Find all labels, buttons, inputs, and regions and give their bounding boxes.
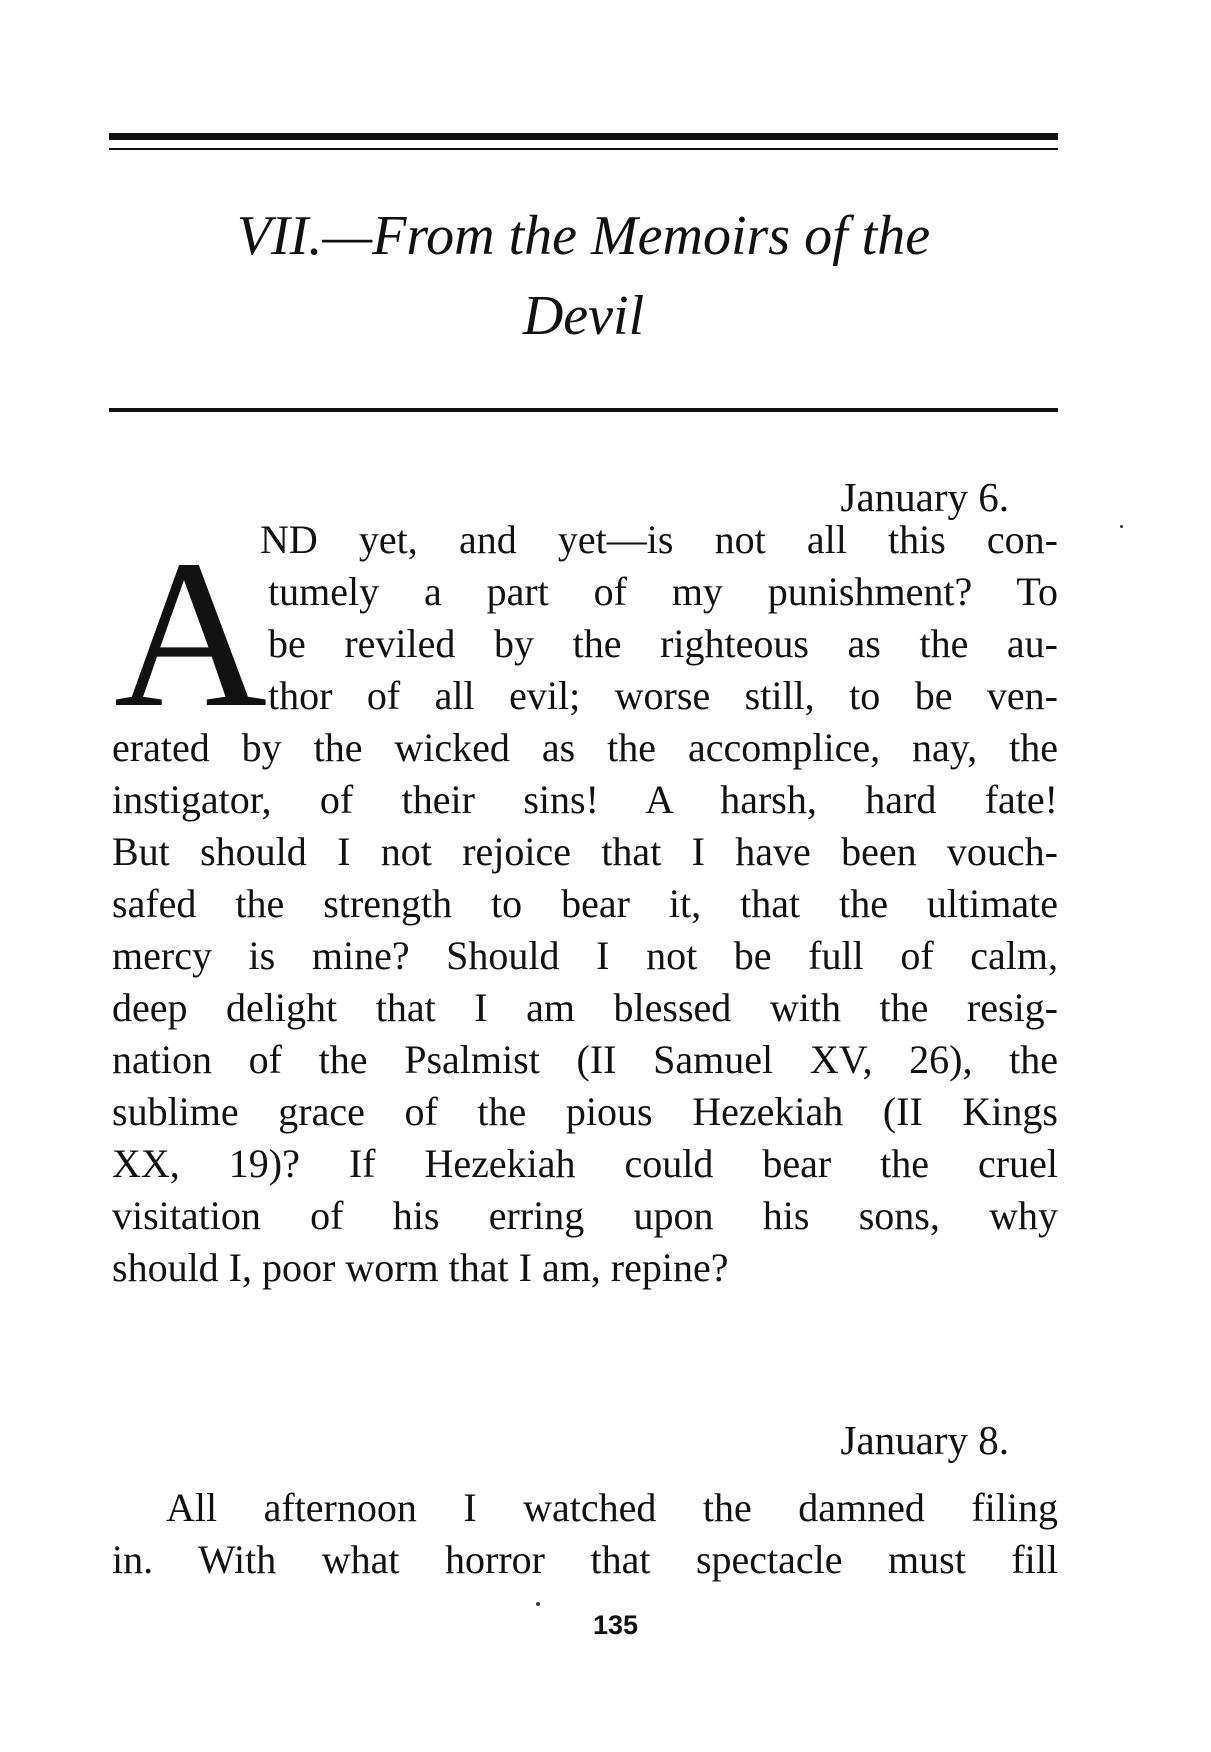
text-line: in. With what horror that spectacle must fill (112, 1537, 1058, 1582)
text-line: instigator, of their sins! A harsh, hard fate! (112, 777, 1058, 822)
text-line: safed the strength to bear it, that the ultimate (112, 881, 1058, 926)
drop-cap: A (114, 516, 268, 751)
title-rule (109, 408, 1058, 412)
text-line: visitation of his erring upon his sons, why (112, 1193, 1058, 1238)
text-line: nation of the Psalmist (II Samuel XV, 26), the (112, 1037, 1058, 1082)
text-line: But should I not rejoice that I have been vouch- (112, 829, 1058, 874)
print-speck (1120, 525, 1123, 528)
text-line: deep delight that I am blessed with the resig- (112, 985, 1058, 1030)
print-speck (536, 1602, 540, 1606)
chapter-title (109, 196, 1058, 356)
text-line: mercy is mine? Should I not be full of calm, (112, 933, 1058, 978)
text-line: All afternoon I watched the damned filing (166, 1485, 1058, 1530)
entry-date-jan-6: January 6. (840, 474, 1009, 520)
text-line: should I, poor worm that I am, repine? (112, 1245, 729, 1290)
text-line: erated by the wicked as the accomplice, nay, the (112, 725, 1058, 770)
text-line: XX, 19)? If Hezekiah could bear the cruel (112, 1141, 1058, 1186)
text-line: thor of all evil; worse still, to be ven- (268, 673, 1058, 718)
text-line: ND yet, and yet—is not all this con- (260, 517, 1058, 562)
chapter-title-line-1: VII.—From the Memoirs of the (236, 205, 931, 267)
top-rule-thin (109, 148, 1058, 150)
text-line: tumely a part of my punishment? To (268, 569, 1058, 614)
chapter-title-line-2: Devil (522, 285, 645, 347)
top-rule-thick (109, 133, 1058, 140)
text-line: sublime grace of the pious Hezekiah (II Kings (112, 1089, 1058, 1134)
page-number: 135 (592, 1610, 639, 1640)
text-line: be reviled by the righteous as the au- (268, 621, 1058, 666)
entry-date-jan-8: January 8. (840, 1417, 1009, 1463)
